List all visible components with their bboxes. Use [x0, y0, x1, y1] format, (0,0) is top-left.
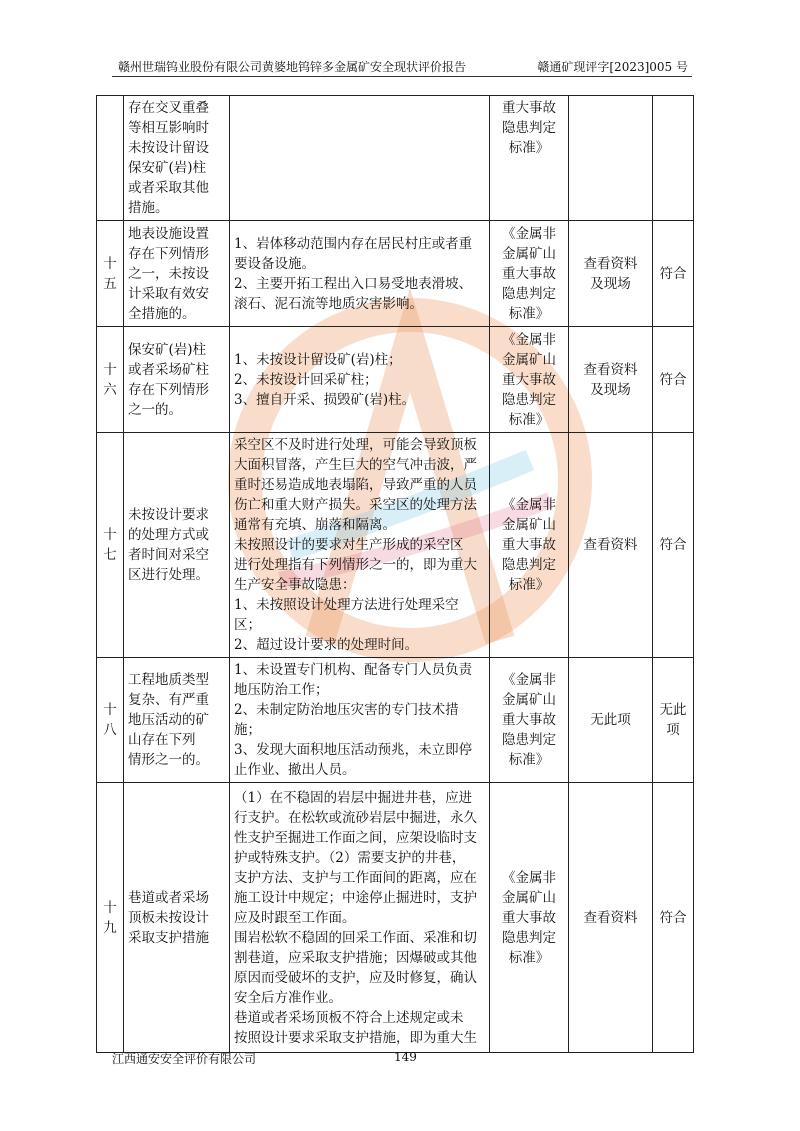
row-content: 1、岩体移动范围内存在居民村庄或者重 要设备设施。 2、主要开拓工程出入口易受地表滑坡、 滚石、泥石流等地质灾害影响。 [230, 221, 490, 327]
hazard-assessment-table [96, 95, 694, 1053]
row-result: 无此 项 [653, 658, 694, 783]
row-condition: 工程地质类型 复杂、有严重 地压活动的矿 山存在下列 情形之一的。 [124, 658, 230, 783]
row-method: 查看资料 及现场 [569, 221, 653, 327]
row-method: 查看资料 [569, 783, 653, 1053]
row-basis: 《金属非 金属矿山 重大事故 隐患判定 标准》 [490, 327, 569, 433]
row-condition: 未按设计要求 的处理方式或 者时间对采空 区进行处理。 [124, 433, 230, 658]
row-number: 十 七 [97, 433, 124, 658]
page-header [112, 58, 692, 77]
row-content: 采空区不及时进行处理，可能会导致顶板 大面积冒落，产生巨大的空气冲击波，严 重时还易造成地表塌陷，导致严重的人员 伤亡和重大财产损失。采空区的处理方法 通常有充填、崩落和隔离。 未按照设计的要求对生产形成的采空区 进行处理指有下列情形之一的，即为重大 生产安全事故隐患： 1、未按照设计处理方法进行处理采空区； 2、超过设计要求的处理时间。 [230, 433, 490, 658]
page-number: 149 [394, 1050, 417, 1064]
row-condition: 巷道或者采场 顶板未按设计 采取支护措施 [124, 783, 230, 1053]
row-content: 1、未设置专门机构、配备专门人员负责 地压防治工作； 2、未制定防治地压灾害的专门技术措施； 3、发现大面积地压活动预兆，未立即停 止作业、撤出人员。 [230, 658, 490, 783]
row-number: 十 九 [97, 783, 124, 1053]
row-number: 十 六 [97, 327, 124, 433]
row-basis: 重大事故 隐患判定 标准》 [490, 96, 569, 221]
row-method: 无此项 [569, 658, 653, 783]
row-method: 查看资料 [569, 433, 653, 658]
table-row [97, 221, 694, 327]
table-row [97, 96, 694, 221]
row-method: 查看资料 及现场 [569, 327, 653, 433]
row-content: 1、未按设计留设矿(岩)柱； 2、未按设计回采矿柱； 3、擅自开采、损毁矿(岩)柱。 [230, 327, 490, 433]
row-condition: 存在交叉重叠 等相互影响时 未按设计留设 保安矿(岩)柱 或者采取其他 措施。 [124, 96, 230, 221]
row-result: 符合 [653, 433, 694, 658]
report-title: 赣州世瑞钨业股份有限公司黄婆地钨锌多金属矿安全现状评价报告 [118, 60, 467, 74]
row-result: 符合 [653, 783, 694, 1053]
row-basis: 《金属非 金属矿山 重大事故 隐患判定 标准》 [490, 783, 569, 1053]
table-row [97, 327, 694, 433]
row-result: 符合 [653, 221, 694, 327]
row-number: 十 五 [97, 221, 124, 327]
row-basis: 《金属非 金属矿山 重大事故 隐患判定 标准》 [490, 658, 569, 783]
row-number [97, 96, 124, 221]
row-basis: 《金属非 金属矿山 重大事故 隐患判定 标准》 [490, 221, 569, 327]
report-number: 赣通矿现评字[2023]005 号 [537, 60, 688, 74]
table-body [97, 96, 694, 1053]
row-content [230, 96, 490, 221]
row-condition: 地表设施设置 存在下列情形 之一，未按设 计采取有效安 全措施的。 [124, 221, 230, 327]
row-content: （1）在不稳固的岩层中掘进井巷，应进 行支护。在松软或流砂岩层中掘进，永久 性支护至掘进工作面之间，应架设临时支 护或特殊支护。（2）需要支护的井巷， 支护方法、支护与工作面间的距离，应在 施工设计中规定；中途停止掘进时，支护 应及时跟至工作面。 围岩松软不稳固的回采工作面、采准和切 割巷道，应采取支护措施；因爆破或其他 原因而受破坏的支护，应及时修复，确认 安全后方准作业。 巷道或者采场顶板不符合上述规定或未 按照设计要求采取支护措施，即为重大生 [230, 783, 490, 1053]
row-basis: 《金属非 金属矿山 重大事故 隐患判定 标准》 [490, 433, 569, 658]
row-number: 十 八 [97, 658, 124, 783]
row-condition: 保安矿(岩)柱 或者采场矿柱 存在下列情形 之一的。 [124, 327, 230, 433]
row-result: 符合 [653, 327, 694, 433]
row-result [653, 96, 694, 221]
table-row [97, 783, 694, 1053]
footer-company: 江西通安安全评价有限公司 [112, 1052, 257, 1066]
row-method [569, 96, 653, 221]
table-row [97, 433, 694, 658]
table-row [97, 658, 694, 783]
